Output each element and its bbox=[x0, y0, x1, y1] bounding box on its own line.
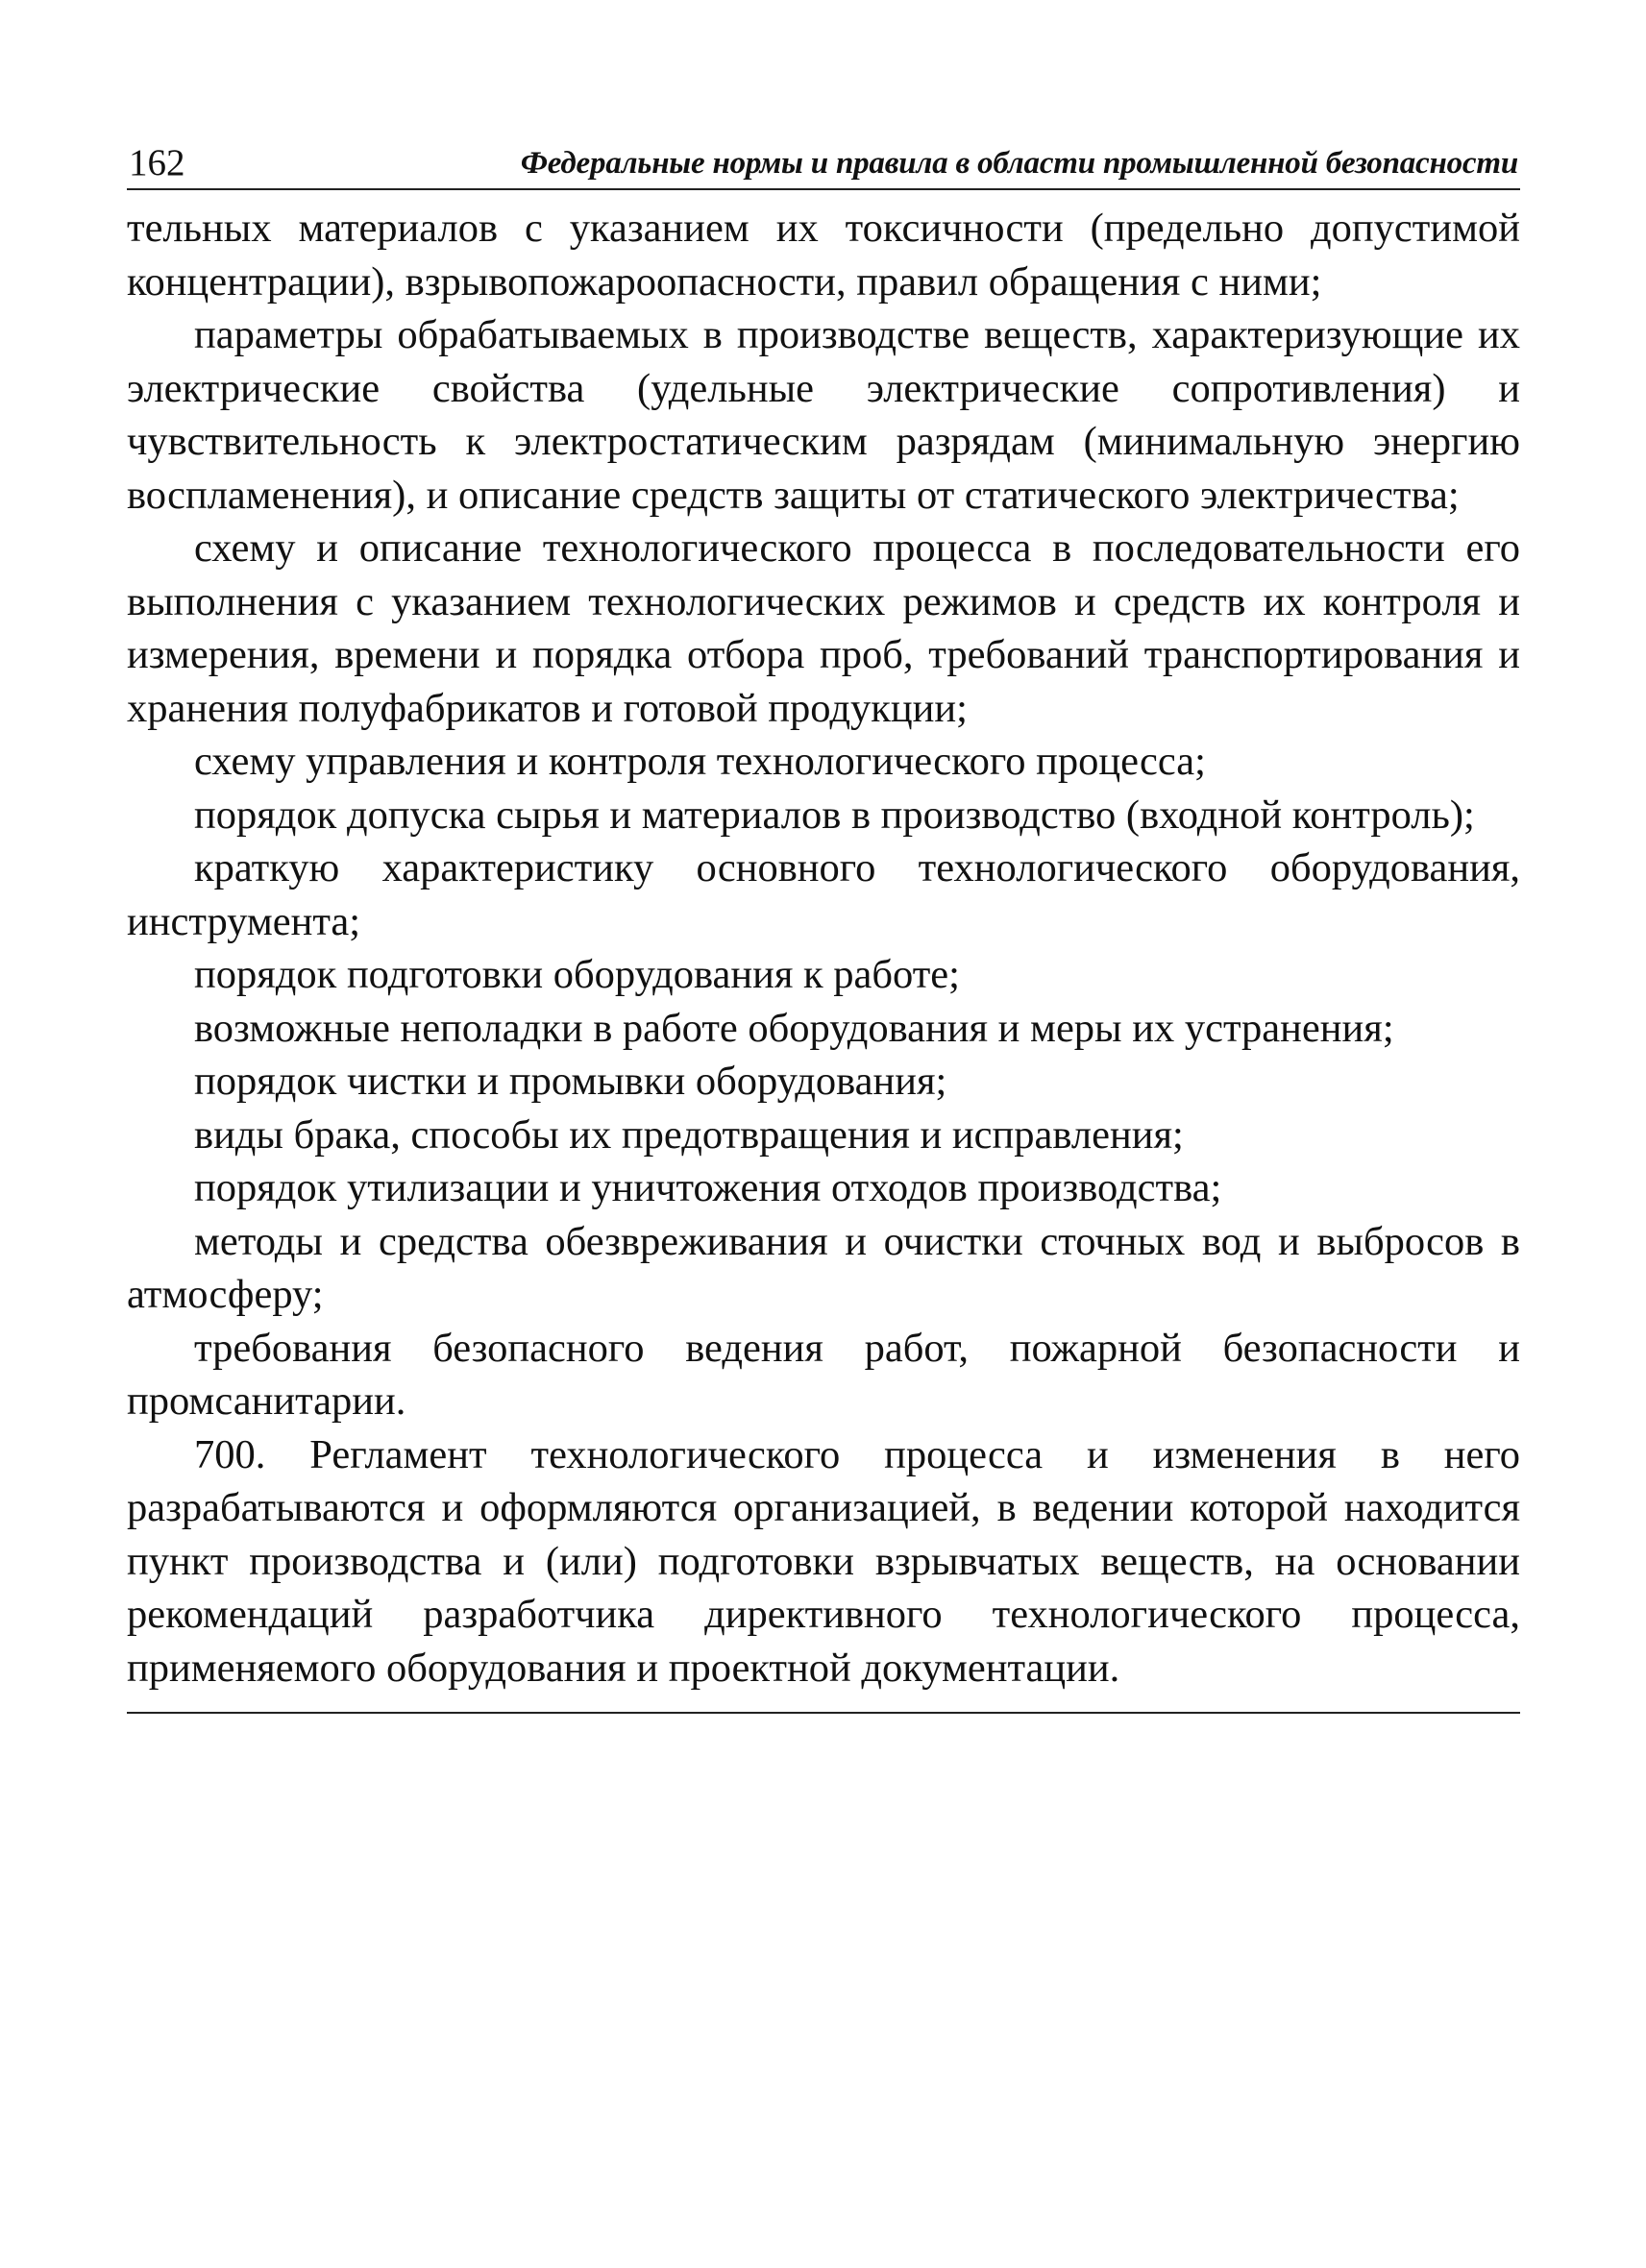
paragraph: порядок чистки и промывки оборудования; bbox=[194, 1059, 947, 1104]
paragraph: порядок подготовки оборудования к работе; bbox=[194, 952, 960, 997]
paragraph: параметры обрабатываемых в производстве веществ, характеризующие их электрические свойства (удельные электрические сопротивления) и чувствительность к электростатическим разрядам (минимальную энергию воспламенения), и описание средств защиты от статического электричества; bbox=[127, 312, 1520, 518]
paragraph: возможные неполадки в работе оборудования и меры их устранения; bbox=[194, 1005, 1394, 1051]
page-number: 162 bbox=[129, 142, 185, 183]
paragraph: порядок утилизации и уничтожения отходов производства; bbox=[194, 1165, 1222, 1210]
paragraph: требования безопасного ведения работ, пожарной безопасности и промсанитарии. bbox=[127, 1325, 1520, 1424]
body-text bbox=[127, 202, 1520, 1695]
paragraph: схему управления и контроля технологического процесса; bbox=[194, 739, 1206, 784]
paragraph: методы и средства обезвреживания и очистки сточных вод и выбросов в атмосферу; bbox=[127, 1218, 1520, 1317]
paragraph: схему и описание технологического процесса в последовательности его выполнения с указанием технологических режимов и средств их контроля и измерения, времени и порядка отбора проб, требований транспортирования и хранения полуфабрикатов и готовой продукции; bbox=[127, 525, 1520, 731]
paragraph: порядок допуска сырья и материалов в производство (входной контроль); bbox=[194, 792, 1475, 838]
book-page bbox=[127, 144, 1520, 1714]
paragraph: тельных материалов с указанием их токсичности (предельно допустимой концентрации), взрывопожароопасности, правил обращения с ними; bbox=[127, 206, 1520, 305]
paragraph: краткую характеристику основного технологического оборудования, инструмента; bbox=[127, 845, 1520, 944]
paragraph: виды брака, способы их предотвращения и исправления; bbox=[194, 1111, 1184, 1158]
paragraph-700: 700. Регламент технологического процесса и изменения в него разрабатываются и оформляются организацией, в ведении которой находится пункт производства и (или) подготовки взрывчатых веществ, на основании рекомендаций разработчика директивного технологического процесса, применяемого оборудования и проектной документации. bbox=[127, 1431, 1520, 1691]
page-header bbox=[127, 144, 1520, 190]
running-title: Федеральные нормы и правила в области промышленной безопасности bbox=[520, 146, 1518, 181]
end-rule bbox=[127, 1712, 1520, 1714]
